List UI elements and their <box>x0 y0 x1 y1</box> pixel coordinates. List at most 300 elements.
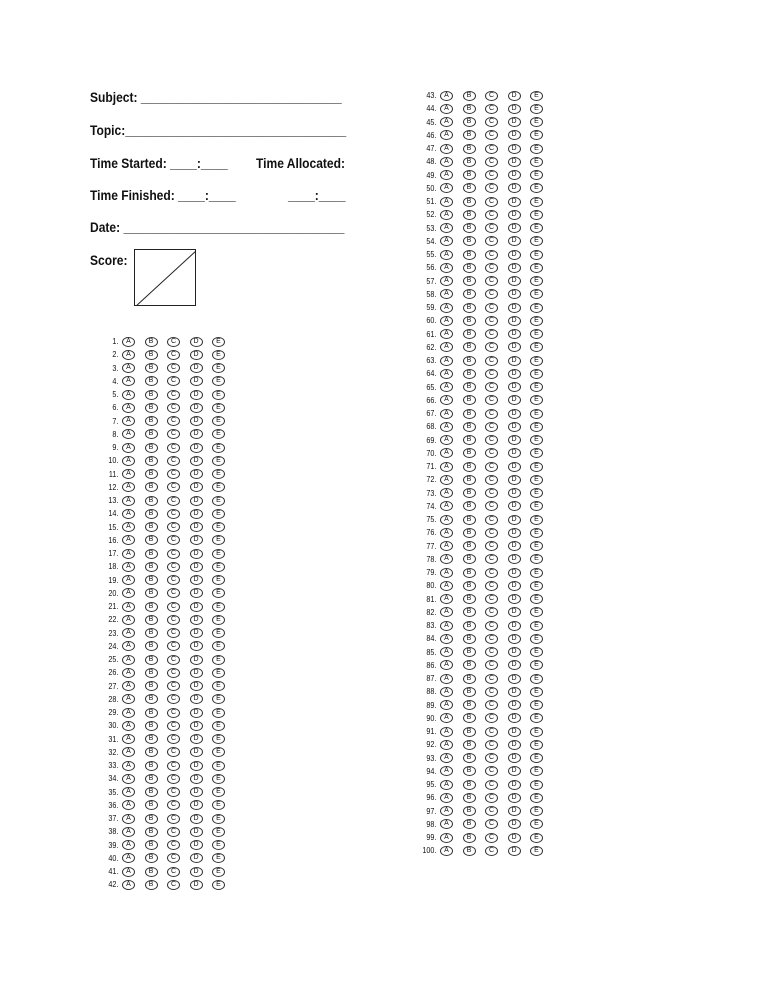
answer-bubble-e[interactable]: E <box>212 694 225 704</box>
answer-bubble-a[interactable]: A <box>440 130 453 140</box>
answer-bubble-a[interactable]: A <box>440 316 453 326</box>
answer-bubble-b[interactable]: B <box>145 827 158 837</box>
answer-bubble-c[interactable]: C <box>485 104 498 114</box>
answer-bubble-b[interactable]: B <box>463 435 476 445</box>
answer-bubble-c[interactable]: C <box>167 469 180 479</box>
answer-bubble-e[interactable]: E <box>530 833 543 843</box>
answer-bubble-e[interactable]: E <box>212 509 225 519</box>
answer-bubble-b[interactable]: B <box>145 602 158 612</box>
answer-bubble-c[interactable]: C <box>167 840 180 850</box>
answer-bubble-e[interactable]: E <box>212 443 225 453</box>
answer-bubble-e[interactable]: E <box>530 104 543 114</box>
answer-bubble-d[interactable]: D <box>508 647 521 657</box>
answer-bubble-a[interactable]: A <box>122 482 135 492</box>
answer-bubble-c[interactable]: C <box>485 554 498 564</box>
answer-bubble-a[interactable]: A <box>122 509 135 519</box>
answer-bubble-c[interactable]: C <box>485 369 498 379</box>
answer-bubble-c[interactable]: C <box>485 395 498 405</box>
answer-bubble-c[interactable]: C <box>485 607 498 617</box>
answer-bubble-b[interactable]: B <box>463 130 476 140</box>
answer-bubble-a[interactable]: A <box>122 390 135 400</box>
answer-bubble-a[interactable]: A <box>440 727 453 737</box>
answer-bubble-b[interactable]: B <box>463 674 476 684</box>
answer-bubble-a[interactable]: A <box>122 456 135 466</box>
answer-bubble-b[interactable]: B <box>145 416 158 426</box>
answer-bubble-b[interactable]: B <box>463 541 476 551</box>
answer-bubble-a[interactable]: A <box>440 382 453 392</box>
answer-bubble-b[interactable]: B <box>145 429 158 439</box>
answer-bubble-a[interactable]: A <box>440 554 453 564</box>
answer-bubble-c[interactable]: C <box>485 674 498 684</box>
answer-bubble-d[interactable]: D <box>190 482 203 492</box>
answer-bubble-a[interactable]: A <box>122 694 135 704</box>
answer-bubble-e[interactable]: E <box>530 303 543 313</box>
answer-bubble-d[interactable]: D <box>508 276 521 286</box>
answer-bubble-b[interactable]: B <box>463 780 476 790</box>
answer-bubble-b[interactable]: B <box>463 91 476 101</box>
answer-bubble-e[interactable]: E <box>530 819 543 829</box>
answer-bubble-b[interactable]: B <box>463 554 476 564</box>
answer-bubble-b[interactable]: B <box>463 846 476 856</box>
answer-bubble-a[interactable]: A <box>440 342 453 352</box>
answer-bubble-b[interactable]: B <box>463 501 476 511</box>
answer-bubble-d[interactable]: D <box>508 104 521 114</box>
answer-bubble-d[interactable]: D <box>190 456 203 466</box>
answer-bubble-a[interactable]: A <box>440 250 453 260</box>
answer-bubble-a[interactable]: A <box>122 443 135 453</box>
answer-bubble-e[interactable]: E <box>530 435 543 445</box>
answer-bubble-d[interactable]: D <box>190 827 203 837</box>
answer-bubble-c[interactable]: C <box>167 774 180 784</box>
answer-bubble-d[interactable]: D <box>508 170 521 180</box>
answer-bubble-e[interactable]: E <box>212 787 225 797</box>
answer-bubble-a[interactable]: A <box>440 700 453 710</box>
answer-bubble-b[interactable]: B <box>463 170 476 180</box>
answer-bubble-c[interactable]: C <box>485 793 498 803</box>
answer-bubble-a[interactable]: A <box>122 376 135 386</box>
answer-bubble-b[interactable]: B <box>463 475 476 485</box>
answer-bubble-b[interactable]: B <box>145 681 158 691</box>
answer-bubble-a[interactable]: A <box>440 435 453 445</box>
answer-bubble-a[interactable]: A <box>122 350 135 360</box>
answer-bubble-a[interactable]: A <box>440 223 453 233</box>
answer-bubble-e[interactable]: E <box>212 840 225 850</box>
answer-bubble-c[interactable]: C <box>485 515 498 525</box>
answer-bubble-c[interactable]: C <box>167 747 180 757</box>
answer-bubble-e[interactable]: E <box>530 250 543 260</box>
answer-bubble-a[interactable]: A <box>122 535 135 545</box>
answer-bubble-c[interactable]: C <box>485 780 498 790</box>
answer-bubble-e[interactable]: E <box>530 793 543 803</box>
answer-bubble-c[interactable]: C <box>167 761 180 771</box>
answer-bubble-e[interactable]: E <box>212 761 225 771</box>
answer-bubble-a[interactable]: A <box>122 708 135 718</box>
answer-bubble-e[interactable]: E <box>530 488 543 498</box>
answer-bubble-a[interactable]: A <box>440 607 453 617</box>
answer-bubble-d[interactable]: D <box>190 840 203 850</box>
answer-bubble-e[interactable]: E <box>530 568 543 578</box>
answer-bubble-a[interactable]: A <box>440 369 453 379</box>
answer-bubble-a[interactable]: A <box>440 210 453 220</box>
answer-bubble-c[interactable]: C <box>167 549 180 559</box>
answer-bubble-d[interactable]: D <box>190 363 203 373</box>
answer-bubble-e[interactable]: E <box>212 350 225 360</box>
answer-bubble-d[interactable]: D <box>508 713 521 723</box>
answer-bubble-a[interactable]: A <box>122 628 135 638</box>
answer-bubble-b[interactable]: B <box>145 363 158 373</box>
answer-bubble-b[interactable]: B <box>463 117 476 127</box>
answer-bubble-e[interactable]: E <box>212 641 225 651</box>
answer-bubble-e[interactable]: E <box>530 727 543 737</box>
answer-bubble-c[interactable]: C <box>485 687 498 697</box>
answer-bubble-e[interactable]: E <box>212 429 225 439</box>
answer-bubble-c[interactable]: C <box>485 660 498 670</box>
answer-bubble-e[interactable]: E <box>530 647 543 657</box>
answer-bubble-d[interactable]: D <box>190 549 203 559</box>
answer-bubble-d[interactable]: D <box>190 562 203 572</box>
answer-bubble-c[interactable]: C <box>485 753 498 763</box>
answer-bubble-c[interactable]: C <box>485 250 498 260</box>
answer-bubble-c[interactable]: C <box>485 276 498 286</box>
answer-bubble-b[interactable]: B <box>145 880 158 890</box>
answer-bubble-b[interactable]: B <box>145 376 158 386</box>
answer-bubble-d[interactable]: D <box>190 668 203 678</box>
answer-bubble-b[interactable]: B <box>463 422 476 432</box>
answer-bubble-a[interactable]: A <box>440 528 453 538</box>
answer-bubble-c[interactable]: C <box>485 197 498 207</box>
answer-bubble-b[interactable]: B <box>463 250 476 260</box>
answer-bubble-d[interactable]: D <box>508 197 521 207</box>
answer-bubble-d[interactable]: D <box>190 390 203 400</box>
answer-bubble-a[interactable]: A <box>122 880 135 890</box>
answer-bubble-e[interactable]: E <box>530 806 543 816</box>
answer-bubble-a[interactable]: A <box>440 713 453 723</box>
answer-bubble-a[interactable]: A <box>122 549 135 559</box>
answer-bubble-e[interactable]: E <box>212 482 225 492</box>
answer-bubble-d[interactable]: D <box>508 674 521 684</box>
answer-bubble-e[interactable]: E <box>530 621 543 631</box>
answer-bubble-e[interactable]: E <box>212 800 225 810</box>
answer-bubble-d[interactable]: D <box>190 443 203 453</box>
subject-field[interactable]: Subject: ______________________________ <box>90 89 342 105</box>
answer-bubble-c[interactable]: C <box>167 800 180 810</box>
answer-bubble-c[interactable]: C <box>485 409 498 419</box>
answer-bubble-a[interactable]: A <box>122 774 135 784</box>
answer-bubble-a[interactable]: A <box>122 615 135 625</box>
answer-bubble-b[interactable]: B <box>463 210 476 220</box>
answer-bubble-b[interactable]: B <box>145 588 158 598</box>
answer-bubble-e[interactable]: E <box>530 144 543 154</box>
answer-bubble-a[interactable]: A <box>440 329 453 339</box>
answer-bubble-b[interactable]: B <box>463 289 476 299</box>
answer-bubble-a[interactable]: A <box>122 668 135 678</box>
answer-bubble-b[interactable]: B <box>463 528 476 538</box>
answer-bubble-e[interactable]: E <box>530 501 543 511</box>
answer-bubble-a[interactable]: A <box>122 655 135 665</box>
answer-bubble-a[interactable]: A <box>440 581 453 591</box>
answer-bubble-e[interactable]: E <box>530 183 543 193</box>
answer-bubble-d[interactable]: D <box>190 814 203 824</box>
answer-bubble-a[interactable]: A <box>122 814 135 824</box>
answer-bubble-b[interactable]: B <box>463 833 476 843</box>
answer-bubble-a[interactable]: A <box>440 144 453 154</box>
answer-bubble-c[interactable]: C <box>167 853 180 863</box>
answer-bubble-e[interactable]: E <box>212 403 225 413</box>
answer-bubble-b[interactable]: B <box>463 660 476 670</box>
answer-bubble-a[interactable]: A <box>122 575 135 585</box>
answer-bubble-c[interactable]: C <box>485 501 498 511</box>
answer-bubble-a[interactable]: A <box>440 687 453 697</box>
answer-bubble-b[interactable]: B <box>145 509 158 519</box>
answer-bubble-b[interactable]: B <box>145 853 158 863</box>
answer-bubble-e[interactable]: E <box>212 747 225 757</box>
answer-bubble-d[interactable]: D <box>508 316 521 326</box>
answer-bubble-e[interactable]: E <box>530 422 543 432</box>
answer-bubble-b[interactable]: B <box>145 668 158 678</box>
answer-bubble-d[interactable]: D <box>508 409 521 419</box>
answer-bubble-e[interactable]: E <box>212 655 225 665</box>
answer-bubble-e[interactable]: E <box>530 197 543 207</box>
answer-bubble-b[interactable]: B <box>463 753 476 763</box>
answer-bubble-a[interactable]: A <box>122 827 135 837</box>
answer-bubble-e[interactable]: E <box>530 210 543 220</box>
answer-bubble-e[interactable]: E <box>530 369 543 379</box>
answer-bubble-b[interactable]: B <box>145 337 158 347</box>
answer-bubble-c[interactable]: C <box>485 382 498 392</box>
answer-bubble-e[interactable]: E <box>212 456 225 466</box>
answer-bubble-d[interactable]: D <box>190 535 203 545</box>
answer-bubble-a[interactable]: A <box>440 303 453 313</box>
answer-bubble-d[interactable]: D <box>508 727 521 737</box>
answer-bubble-b[interactable]: B <box>145 721 158 731</box>
answer-bubble-a[interactable]: A <box>122 840 135 850</box>
answer-bubble-a[interactable]: A <box>440 833 453 843</box>
answer-bubble-d[interactable]: D <box>508 753 521 763</box>
answer-bubble-b[interactable]: B <box>463 806 476 816</box>
answer-bubble-d[interactable]: D <box>190 721 203 731</box>
answer-bubble-a[interactable]: A <box>122 429 135 439</box>
answer-bubble-c[interactable]: C <box>485 647 498 657</box>
answer-bubble-e[interactable]: E <box>212 734 225 744</box>
answer-bubble-b[interactable]: B <box>463 197 476 207</box>
answer-bubble-e[interactable]: E <box>530 674 543 684</box>
answer-bubble-a[interactable]: A <box>122 522 135 532</box>
answer-bubble-e[interactable]: E <box>212 575 225 585</box>
answer-bubble-e[interactable]: E <box>212 562 225 572</box>
answer-bubble-a[interactable]: A <box>440 395 453 405</box>
answer-bubble-d[interactable]: D <box>190 509 203 519</box>
answer-bubble-c[interactable]: C <box>485 435 498 445</box>
answer-bubble-e[interactable]: E <box>212 721 225 731</box>
answer-bubble-d[interactable]: D <box>508 130 521 140</box>
answer-bubble-e[interactable]: E <box>530 223 543 233</box>
answer-bubble-d[interactable]: D <box>508 607 521 617</box>
answer-bubble-d[interactable]: D <box>190 337 203 347</box>
answer-bubble-d[interactable]: D <box>190 681 203 691</box>
answer-bubble-c[interactable]: C <box>167 376 180 386</box>
answer-bubble-d[interactable]: D <box>508 740 521 750</box>
answer-bubble-d[interactable]: D <box>508 263 521 273</box>
date-field[interactable]: Date: _________________________________ <box>90 219 345 235</box>
answer-bubble-a[interactable]: A <box>122 734 135 744</box>
answer-bubble-b[interactable]: B <box>145 761 158 771</box>
answer-bubble-c[interactable]: C <box>485 541 498 551</box>
answer-bubble-d[interactable]: D <box>508 382 521 392</box>
answer-bubble-a[interactable]: A <box>440 170 453 180</box>
answer-bubble-e[interactable]: E <box>530 289 543 299</box>
answer-bubble-b[interactable]: B <box>145 469 158 479</box>
answer-bubble-c[interactable]: C <box>485 621 498 631</box>
answer-bubble-c[interactable]: C <box>485 144 498 154</box>
answer-bubble-b[interactable]: B <box>145 628 158 638</box>
answer-bubble-c[interactable]: C <box>485 157 498 167</box>
answer-bubble-c[interactable]: C <box>485 117 498 127</box>
answer-bubble-c[interactable]: C <box>167 443 180 453</box>
answer-bubble-d[interactable]: D <box>508 687 521 697</box>
answer-bubble-d[interactable]: D <box>508 700 521 710</box>
answer-bubble-d[interactable]: D <box>508 806 521 816</box>
answer-bubble-b[interactable]: B <box>463 607 476 617</box>
answer-bubble-c[interactable]: C <box>485 806 498 816</box>
answer-bubble-d[interactable]: D <box>190 641 203 651</box>
answer-bubble-b[interactable]: B <box>463 740 476 750</box>
answer-bubble-c[interactable]: C <box>485 727 498 737</box>
answer-bubble-b[interactable]: B <box>463 329 476 339</box>
answer-bubble-c[interactable]: C <box>485 183 498 193</box>
answer-bubble-e[interactable]: E <box>212 469 225 479</box>
answer-bubble-a[interactable]: A <box>440 621 453 631</box>
answer-bubble-a[interactable]: A <box>122 761 135 771</box>
answer-bubble-a[interactable]: A <box>122 588 135 598</box>
answer-bubble-c[interactable]: C <box>485 289 498 299</box>
answer-bubble-b[interactable]: B <box>145 549 158 559</box>
answer-bubble-b[interactable]: B <box>463 342 476 352</box>
answer-bubble-b[interactable]: B <box>145 814 158 824</box>
answer-bubble-d[interactable]: D <box>508 236 521 246</box>
answer-bubble-a[interactable]: A <box>440 263 453 273</box>
answer-bubble-a[interactable]: A <box>122 363 135 373</box>
answer-bubble-e[interactable]: E <box>530 157 543 167</box>
answer-bubble-d[interactable]: D <box>508 183 521 193</box>
answer-bubble-d[interactable]: D <box>508 435 521 445</box>
answer-bubble-e[interactable]: E <box>530 170 543 180</box>
answer-bubble-d[interactable]: D <box>508 488 521 498</box>
answer-bubble-b[interactable]: B <box>463 793 476 803</box>
answer-bubble-b[interactable]: B <box>463 395 476 405</box>
answer-bubble-c[interactable]: C <box>485 488 498 498</box>
answer-bubble-d[interactable]: D <box>190 800 203 810</box>
answer-bubble-e[interactable]: E <box>212 853 225 863</box>
answer-bubble-e[interactable]: E <box>212 588 225 598</box>
answer-bubble-b[interactable]: B <box>463 462 476 472</box>
answer-bubble-c[interactable]: C <box>167 429 180 439</box>
answer-bubble-b[interactable]: B <box>463 382 476 392</box>
answer-bubble-d[interactable]: D <box>190 774 203 784</box>
answer-bubble-c[interactable]: C <box>485 846 498 856</box>
answer-bubble-d[interactable]: D <box>190 429 203 439</box>
answer-bubble-d[interactable]: D <box>190 787 203 797</box>
answer-bubble-e[interactable]: E <box>530 780 543 790</box>
answer-bubble-c[interactable]: C <box>167 668 180 678</box>
answer-bubble-b[interactable]: B <box>463 634 476 644</box>
answer-bubble-c[interactable]: C <box>485 713 498 723</box>
answer-bubble-c[interactable]: C <box>485 568 498 578</box>
answer-bubble-e[interactable]: E <box>530 740 543 750</box>
answer-bubble-c[interactable]: C <box>485 594 498 604</box>
answer-bubble-d[interactable]: D <box>190 867 203 877</box>
answer-bubble-a[interactable]: A <box>122 800 135 810</box>
answer-bubble-d[interactable]: D <box>190 853 203 863</box>
answer-bubble-b[interactable]: B <box>145 694 158 704</box>
answer-bubble-d[interactable]: D <box>508 594 521 604</box>
answer-bubble-c[interactable]: C <box>167 694 180 704</box>
answer-bubble-c[interactable]: C <box>167 562 180 572</box>
answer-bubble-c[interactable]: C <box>167 602 180 612</box>
answer-bubble-b[interactable]: B <box>463 183 476 193</box>
answer-bubble-c[interactable]: C <box>485 528 498 538</box>
time-allocated-field[interactable]: ____:____ <box>288 187 346 203</box>
answer-bubble-c[interactable]: C <box>167 403 180 413</box>
answer-bubble-d[interactable]: D <box>508 210 521 220</box>
answer-bubble-c[interactable]: C <box>167 708 180 718</box>
answer-bubble-a[interactable]: A <box>440 568 453 578</box>
answer-bubble-a[interactable]: A <box>440 475 453 485</box>
answer-bubble-c[interactable]: C <box>167 456 180 466</box>
answer-bubble-d[interactable]: D <box>190 469 203 479</box>
answer-bubble-b[interactable]: B <box>145 655 158 665</box>
answer-bubble-b[interactable]: B <box>145 350 158 360</box>
answer-bubble-d[interactable]: D <box>190 655 203 665</box>
answer-bubble-b[interactable]: B <box>463 700 476 710</box>
answer-bubble-a[interactable]: A <box>440 501 453 511</box>
answer-bubble-c[interactable]: C <box>485 833 498 843</box>
answer-bubble-b[interactable]: B <box>145 575 158 585</box>
answer-bubble-c[interactable]: C <box>485 263 498 273</box>
answer-bubble-c[interactable]: C <box>167 575 180 585</box>
answer-bubble-e[interactable]: E <box>530 117 543 127</box>
answer-bubble-d[interactable]: D <box>508 250 521 260</box>
answer-bubble-d[interactable]: D <box>508 289 521 299</box>
answer-bubble-d[interactable]: D <box>190 403 203 413</box>
answer-bubble-b[interactable]: B <box>463 263 476 273</box>
answer-bubble-b[interactable]: B <box>145 443 158 453</box>
answer-bubble-c[interactable]: C <box>167 496 180 506</box>
answer-bubble-c[interactable]: C <box>485 223 498 233</box>
answer-bubble-d[interactable]: D <box>508 621 521 631</box>
answer-bubble-b[interactable]: B <box>145 708 158 718</box>
answer-bubble-d[interactable]: D <box>508 303 521 313</box>
answer-bubble-c[interactable]: C <box>167 390 180 400</box>
answer-bubble-d[interactable]: D <box>190 708 203 718</box>
answer-bubble-e[interactable]: E <box>530 342 543 352</box>
answer-bubble-a[interactable]: A <box>440 409 453 419</box>
answer-bubble-b[interactable]: B <box>463 356 476 366</box>
answer-bubble-a[interactable]: A <box>440 462 453 472</box>
answer-bubble-e[interactable]: E <box>212 522 225 532</box>
answer-bubble-b[interactable]: B <box>145 390 158 400</box>
answer-bubble-d[interactable]: D <box>508 793 521 803</box>
answer-bubble-c[interactable]: C <box>485 700 498 710</box>
answer-bubble-b[interactable]: B <box>463 223 476 233</box>
answer-bubble-e[interactable]: E <box>530 594 543 604</box>
answer-bubble-c[interactable]: C <box>167 350 180 360</box>
answer-bubble-e[interactable]: E <box>530 91 543 101</box>
answer-bubble-c[interactable]: C <box>485 462 498 472</box>
answer-bubble-e[interactable]: E <box>530 713 543 723</box>
answer-bubble-d[interactable]: D <box>508 846 521 856</box>
answer-bubble-c[interactable]: C <box>167 628 180 638</box>
answer-bubble-a[interactable]: A <box>440 356 453 366</box>
